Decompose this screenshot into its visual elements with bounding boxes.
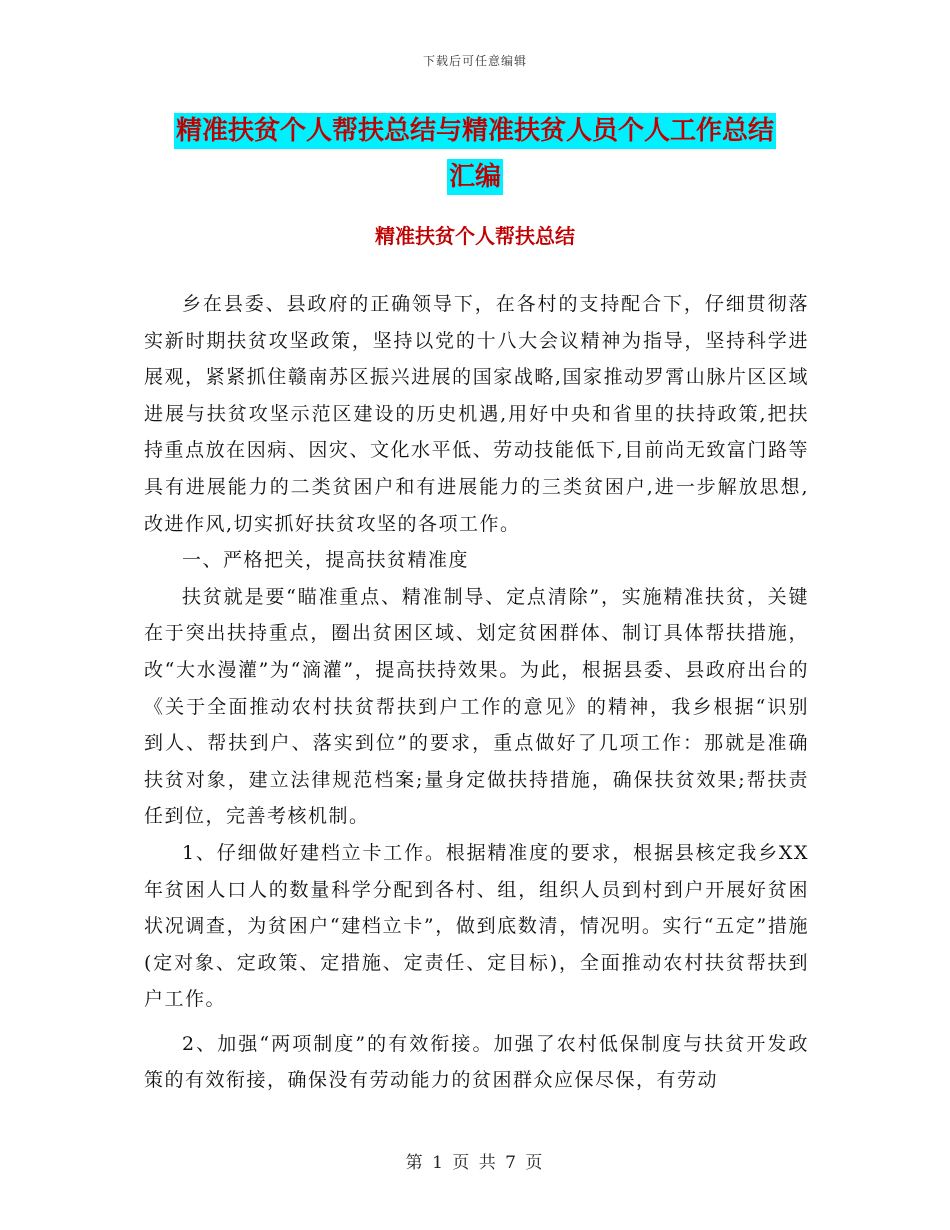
document-body (144, 286, 809, 1099)
document-title-line1: 精准扶贫个人帮扶总结与精准扶贫人员个人工作总结 (174, 113, 776, 149)
section-title: 精准扶贫个人帮扶总结 (375, 224, 575, 248)
document-title (100, 108, 850, 200)
page-header-note: 下载后可任意编辑 (422, 54, 527, 68)
document-title-line2: 汇编 (447, 159, 503, 195)
page-number: 第 1 页 共 7 页 (405, 1153, 545, 1173)
paragraph: 2、加强“两项制度”的有效衔接。加强了农村低保制度与扶贫开发政策的有效衔接，确保没有劳动能力的贫困群众应保尽保，有劳动 (144, 1032, 809, 1092)
paragraph: 1、仔细做好建档立卡工作。根据精准度的要求，根据县核定我乡XX年贫困人口人的数量科学分配到各村、组，组织人员到村到户开展好贫困状况调查，为贫困户“建档立卡”，做到底数清，情况明。实行“五定”措施(定对象、定政策、定措施、定责任、定目标)，全面推动农村扶贫帮扶到户工作。 (144, 841, 809, 1011)
paragraph-heading: 一、严格把关，提高扶贫精准度 (182, 549, 470, 572)
paragraph: 乡在县委、县政府的正确领导下，在各村的支持配合下，仔细贯彻落实新时期扶贫攻坚政策，坚持以党的十八大会议精神为指导，坚持科学进展观，紧紧抓住赣南苏区振兴进展的国家战略,国家推动罗霄山脉片区区域进展与扶贫攻坚示范区建设的历史机遇,用好中央和省里的扶持政策,把扶持重点放在因病、因灾、文化水平低、劳动技能低下,目前尚无致富门路等具有进展能力的二类贫困户和有进展能力的三类贫困户,进一步解放思想,改进作风,切实抓好扶贫攻坚的各项工作。 (144, 293, 809, 535)
paragraph: 扶贫就是要“瞄准重点、精准制导、定点清除”，实施精准扶贫，关键在于突出扶持重点，圈出贫困区域、划定贫困群体、制订具体帮扶措施，改“大水漫灌”为“滴灌”，提高扶持效果。为此，根据县委、县政府出台的《关于全面推动农村扶贫帮扶到户工作的意见》的精神，我乡根据“识别到人、帮扶到户、落实到位”的要求，重点做好了几项工作：那就是准确扶贫对象，建立法律规范档案;量身定做扶持措施，确保扶贫效果;帮扶责任到位，完善考核机制。 (144, 585, 809, 828)
